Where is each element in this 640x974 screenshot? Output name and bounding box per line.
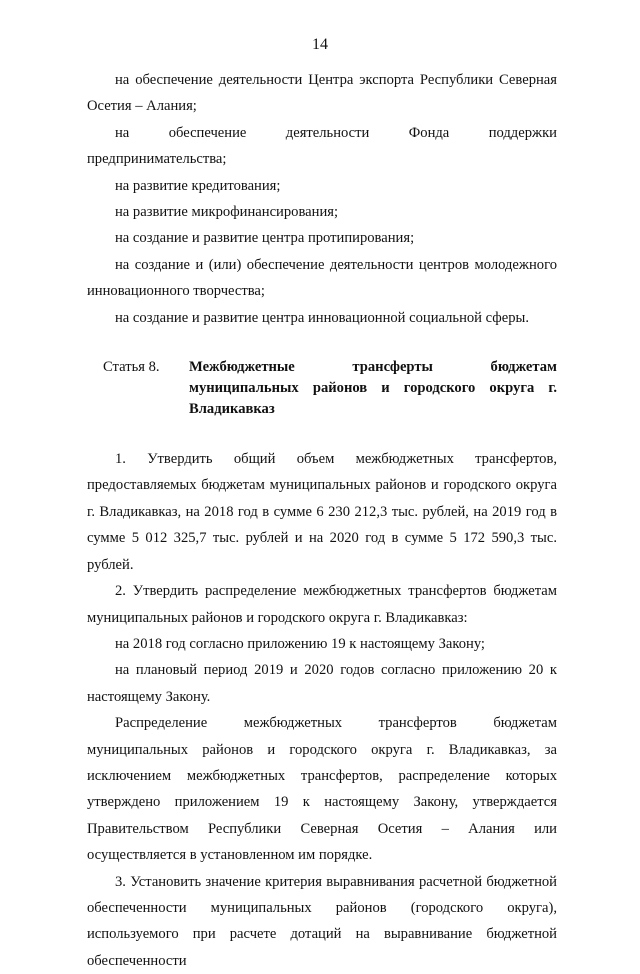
paragraph: на плановый период 2019 и 2020 годов согласно приложению 20 к настоящему Закону. xyxy=(87,662,557,705)
paragraph: 1. Утвердить общий объем межбюджетных трансфертов, предоставляемых бюджетам муниципальных районов и городского округа г. Владикавказ, на 2018 год в сумме 6 230 212,3 тыс. рублей, на 2019 год в сумме 5 012 325,7 тыс. рублей и на 2020 год в сумме 5 172 590,3 тыс. рублей. xyxy=(87,451,557,573)
document-body xyxy=(87,67,557,974)
list-item: на обеспечение деятельности Центра экспорта Республики Северная Осетия – Алания; xyxy=(87,72,557,115)
list-item: на развитие микрофинансирования; xyxy=(115,204,339,221)
section-spacer xyxy=(87,420,557,446)
list-item: на развитие кредитования; xyxy=(115,177,281,194)
article-label: Статья 8. xyxy=(103,359,160,376)
list-item: на создание и развитие центра инновационной социальной сферы. xyxy=(115,309,529,326)
list-item: на создание и (или) обеспечение деятельности центров молодежного инновационного творчества; xyxy=(87,256,557,300)
paragraph: 3. Установить значение критерия выравнивания расчетной бюджетной обеспеченности муниципальных районов (городского округа), используемого при расчете дотаций на выравнивание бюджетной обеспеченности xyxy=(87,873,557,969)
page-number: 14 xyxy=(312,36,328,53)
article-heading xyxy=(87,357,557,420)
article-title: Межбюджетные трансферты бюджетам муниципальных районов и городского округа г. Владикавказ xyxy=(189,359,557,418)
list-item: на обеспечение деятельности Фонда поддержки предпринимательства; xyxy=(87,124,557,168)
paragraph: 2. Утвердить распределение межбюджетных трансфертов бюджетам муниципальных районов и городского округа г. Владикавказ: xyxy=(87,583,557,626)
paragraph: на 2018 год согласно приложению 19 к настоящему Закону; xyxy=(115,635,485,652)
paragraph: Распределение межбюджетных трансфертов бюджетам муниципальных районов и городского округа г. Владикавказ, за исключением межбюджетных трансфертов, распределение которых утверждено приложением 19 к настоящему Закону, утверждается Правительством Республики Северная Осетия – Алания или осуществляется в установленном им порядке. xyxy=(87,715,557,864)
list-item: на создание и развитие центра протипирования; xyxy=(115,230,415,247)
section-spacer xyxy=(87,331,557,357)
